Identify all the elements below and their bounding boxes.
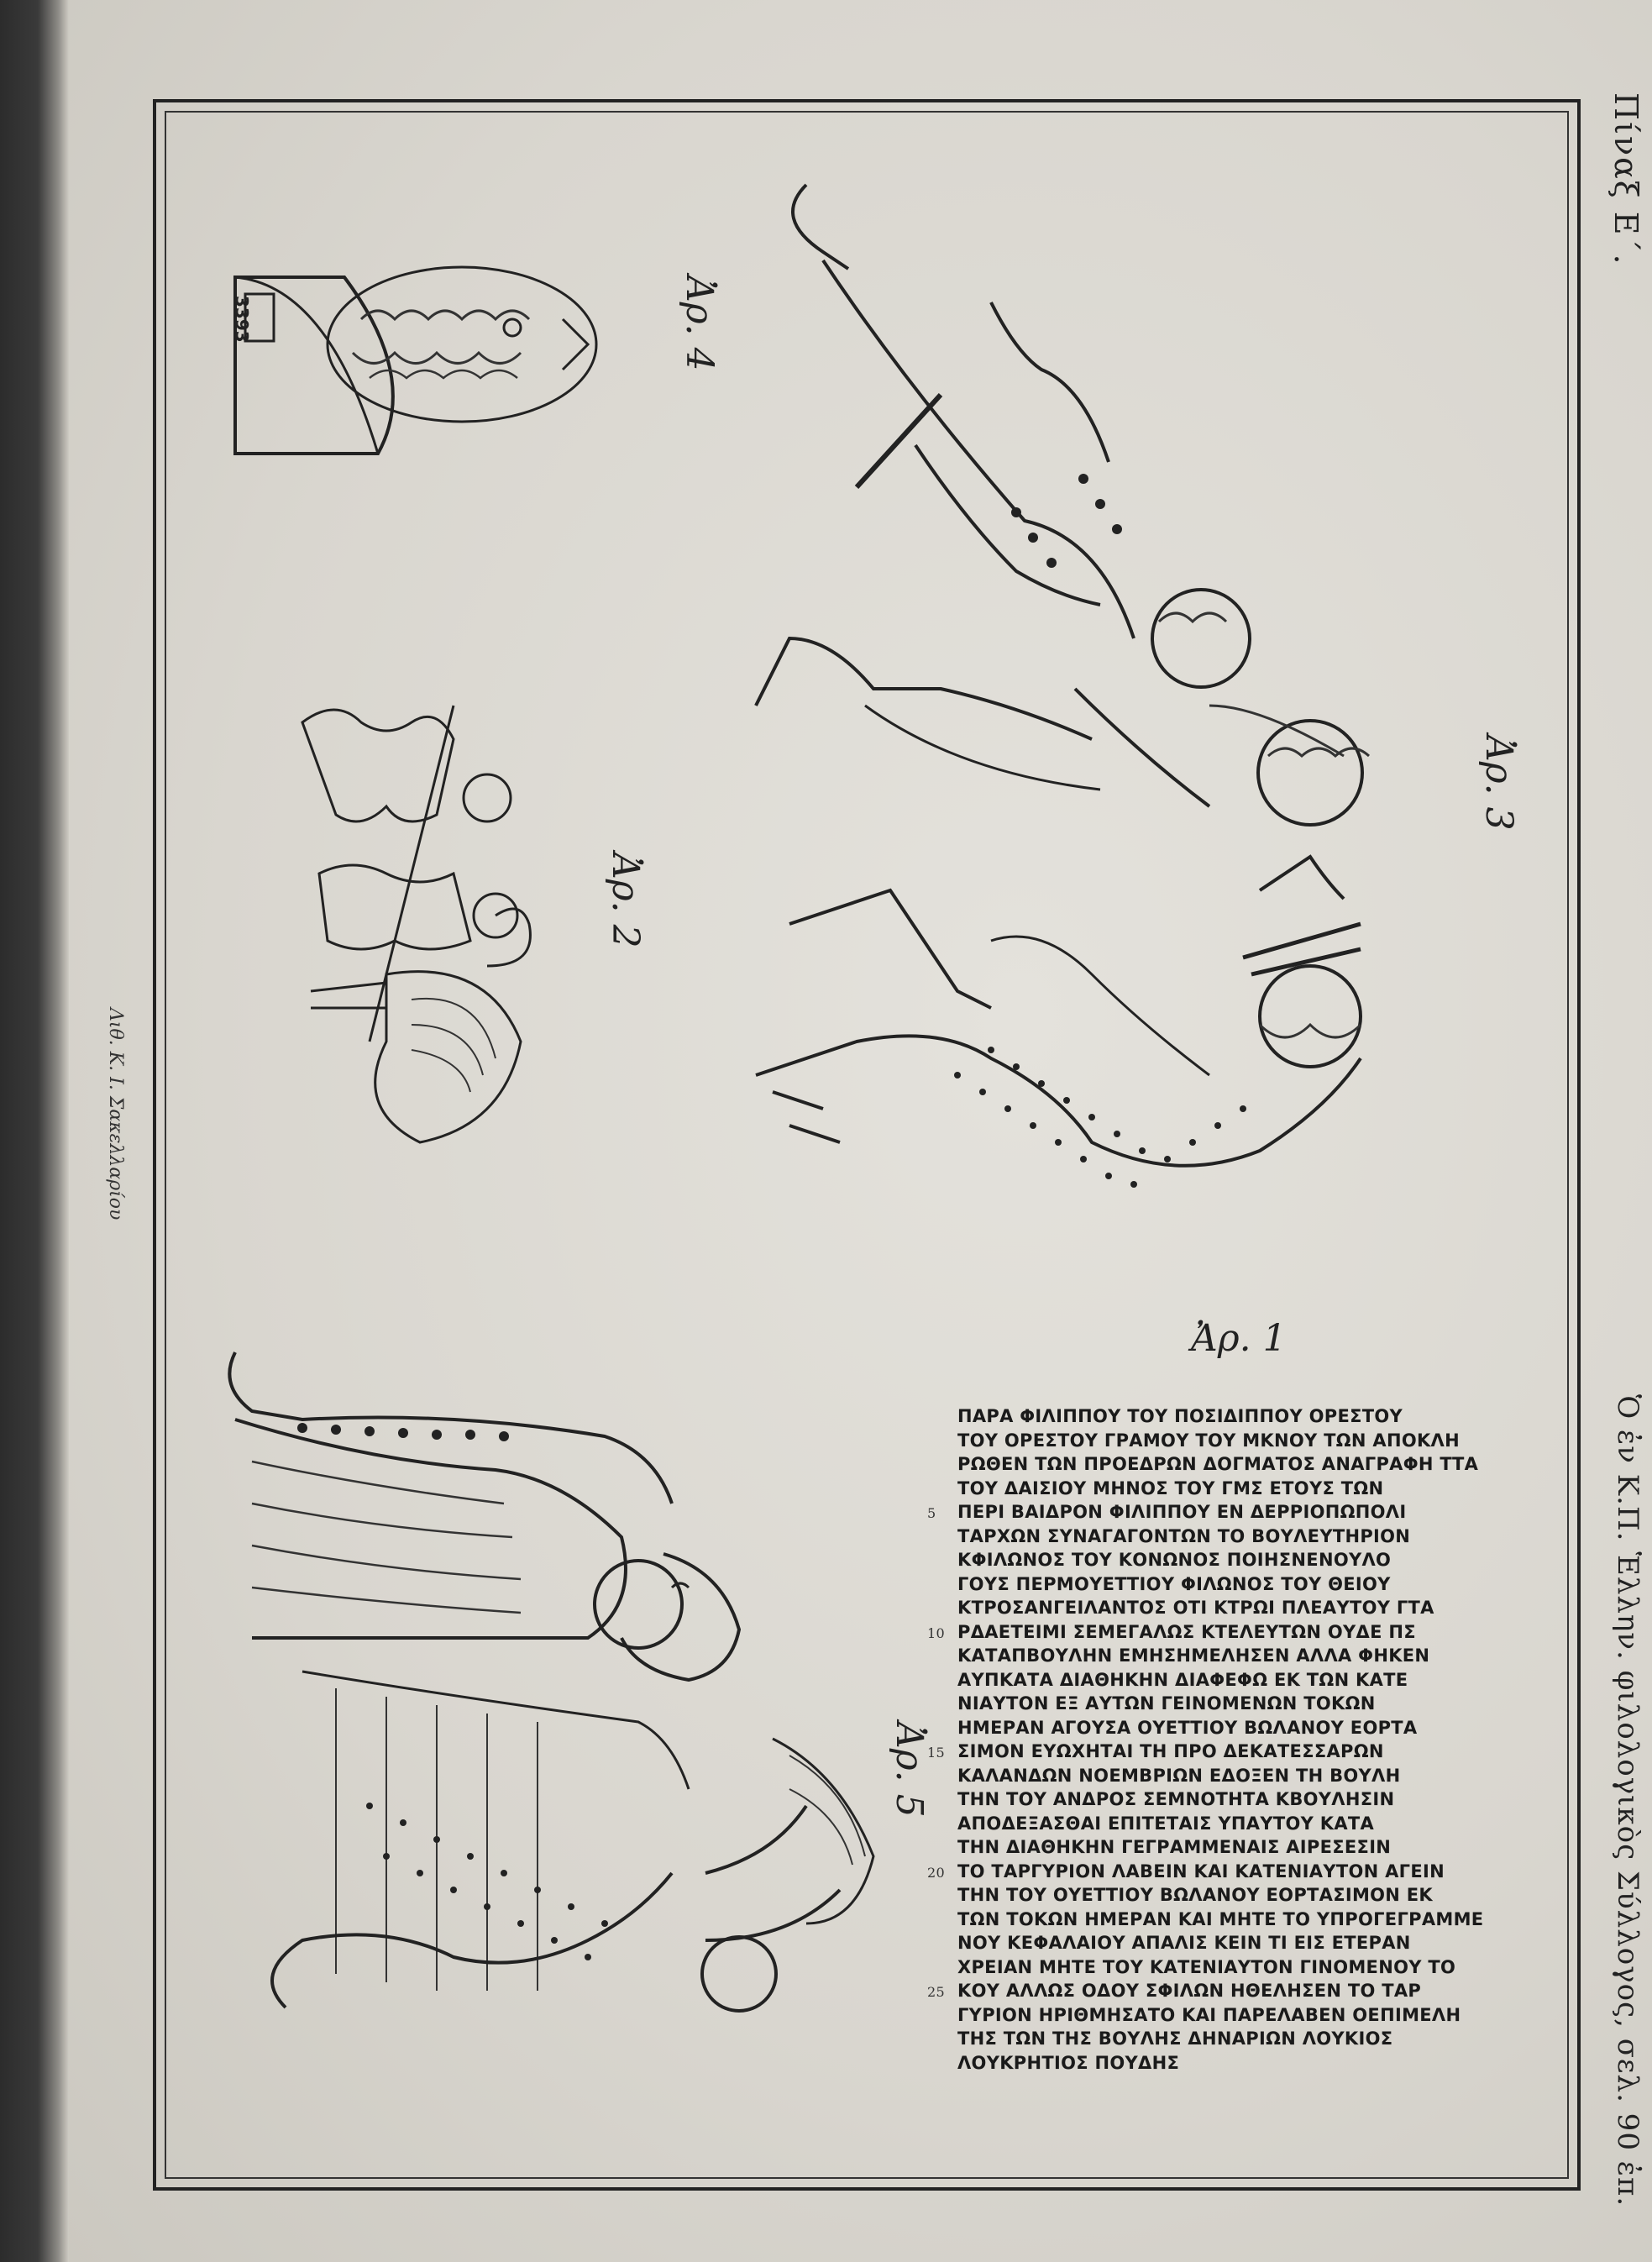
inscription-text-block xyxy=(927,1404,1562,2075)
fig-3-dancers-drawing xyxy=(739,168,1470,1243)
inscription-line xyxy=(927,1500,1562,1525)
inscription-line xyxy=(957,1452,1562,1477)
inscription-line xyxy=(957,2051,1562,2076)
inscription-line xyxy=(957,1644,1562,1668)
inscription-line-text: ΧΡΕΙΑΝ ΜΗΤΕ ΤΟΥ ΚΑΤΕΝΙΑΥΤΟΝ ΓΙΝΟΜΕΝΟΥ ΤΟ xyxy=(957,1956,1456,1977)
inscription-line-text: ΓΥΡΙΟΝ ΗΡΙΘΜΗΣΑΤΟ ΚΑΙ ΠΑΡΕΛΑΒΕΝ ΟΕΠΙΜΕΛΗ xyxy=(957,2004,1461,2025)
fig-4-bust-drawing xyxy=(210,244,647,512)
inscription-line-text: ΝΙΑΥΤΟΝ ΕΞ ΑΥΤΩΝ ΓΕΙΝΟΜΕΝΩΝ ΤΟΚΩΝ xyxy=(957,1693,1376,1714)
inscription-line xyxy=(957,1404,1562,1429)
inscription-line-text: ΤΗΝ ΤΟΥ ΟΥΕΤΤΙΟΥ ΒΩΛΑΝΟΥ ΕΟΡΤΑΣΙΜΟΝ ΕΚ xyxy=(957,1885,1434,1905)
inscription-line xyxy=(957,1596,1562,1620)
inscription-line-text: ΚΟΥ ΑΛΛΩΣ ΟΔΟΥ ΣΦΙΛΩΝ ΗΘΕΛΗΣΕΝ ΤΟ ΤΑΡ xyxy=(957,1981,1422,2001)
inscription-line-text: ΚΑΤΑΠΒΟΥΛΗΝ ΕΜΗΣΗΜΕΛΗΣΕΝ ΑΛΛΑ ΦΗΚΕΝ xyxy=(957,1645,1430,1666)
plate-title: Πίναξ Ε΄. xyxy=(1607,92,1644,266)
inscription-line xyxy=(957,1548,1562,1572)
inscription-line xyxy=(957,1716,1562,1740)
inscription-line-text: ΚΑΛΑΝΔΩΝ ΝΟΕΜΒΡΙΩΝ ΕΔΟΞΕΝ ΤΗ ΒΟΥΛΗ xyxy=(957,1765,1401,1786)
inscription-line xyxy=(957,1668,1562,1693)
inscription-line-text: ΤΑΡΧΩΝ ΣΥΝΑΓΑΓΟΝΤΩΝ ΤΟ ΒΟΥΛΕΥΤΗΡΙΟΝ xyxy=(957,1525,1411,1546)
inscription-line xyxy=(927,1740,1562,1764)
figure-4-label: Ἀρ. 4 xyxy=(678,276,721,371)
inscription-line-text: ΤΗΝ ΔΙΑΘΗΚΗΝ ΓΕΓΡΑΜΜΕΝΑΙΣ ΑΙΡΕΣΕΣΙΝ xyxy=(957,1837,1392,1857)
figure-5-label: Ἀρ. 5 xyxy=(888,1722,931,1818)
inscription-line xyxy=(957,1812,1562,1836)
inscription-line-text: ΡΩΘΕΝ ΤΩΝ ΠΡΟΕΔΡΩΝ ΔΟΓΜΑΤΟΣ ΑΝΑΓΡΑΦΗ ΤΤΑ xyxy=(957,1454,1479,1474)
inscription-line-text: ΑΥΠΚΑΤΑ ΔΙΑΘΗΚΗΝ ΔΙΑΦΕΦΩ ΕΚ ΤΩΝ ΚΑΤΕ xyxy=(957,1669,1408,1690)
inscription-line-text: ΛΟΥΚΡΗΤΙΟΣ ΠΟΥΔΗΣ xyxy=(957,2052,1180,2073)
bust-tag: 3393 xyxy=(232,296,252,343)
inscription-line xyxy=(957,2027,1562,2051)
figure-1-label: Ἀρ. 1 xyxy=(1191,1317,1287,1360)
inscription-line xyxy=(957,1908,1562,1932)
inscription-line xyxy=(957,1477,1562,1501)
inscription-line-text: ΓΟΥΣ ΠΕΡΜΟΥΕΤΤΙΟΥ ΦΙΛΩΝΟΣ ΤΟΥ ΘΕΙΟΥ xyxy=(957,1573,1391,1594)
journal-caption: Ὁ ἐν Κ.Π. Ἑλλην. φιλολογικὸς Σύλλογος, σελ. 90 ἐπ. xyxy=(1611,1394,1644,2207)
inscription-line-text: ΚΤΡΟΣΑΝΓΕΙΛΑΝΤΟΣ ΟΤΙ ΚΤΡΩΙ ΠΛΕΑΥΤΟΥ ΓΤΑ xyxy=(957,1598,1434,1618)
inscription-line-text: ΤΟΥ ΔΑΙΣΙΟΥ ΜΗΝΟΣ ΤΟΥ ΓΜΣ ΕΤΟΥΣ ΤΩΝ xyxy=(957,1477,1384,1498)
inscription-line-text: ΡΔΑΕΤΕΙΜΙ ΣΕΜΕΓΑΛΩΣ ΚΤΕΛΕΥΤΩΝ ΟΥΔΕ ΠΣ xyxy=(957,1621,1416,1642)
inscription-line-number: 20 xyxy=(927,1864,945,1881)
inscription-line-text: ΤΟ ΤΑΡΓΥΡΙΟΝ ΛΑΒΕΙΝ ΚΑΙ ΚΑΤΕΝΙΑΥΤΟΝ ΑΓΕΙΝ xyxy=(957,1861,1445,1882)
inscription-line xyxy=(957,1787,1562,1812)
inscription-line xyxy=(957,1835,1562,1860)
inscription-line-text: ΗΜΕΡΑΝ ΑΓΟΥΣΑ ΟΥΕΤΤΙΟΥ ΒΩΛΑΝΟΥ ΕΟΡΤΑ xyxy=(957,1717,1418,1738)
figure-3-label: Ἀρ. 3 xyxy=(1477,735,1520,831)
inscription-line xyxy=(957,1931,1562,1955)
inscription-line-text: ΑΠΟΔΕΞΑΣΘΑΙ ΕΠΙΤΕΤΑΙΣ ΥΠΑΥΤΟΥ ΚΑΤΑ xyxy=(957,1813,1375,1834)
inscription-line xyxy=(927,1620,1562,1645)
inscription-line xyxy=(957,1764,1562,1788)
inscription-line-text: ΤΗΝ ΤΟΥ ΑΝΔΡΟΣ ΣΕΜΝΟΤΗΤΑ ΚΒΟΥΛΗΣΙΝ xyxy=(957,1789,1395,1809)
book-binding-edge xyxy=(0,0,69,2262)
inscription-line-text: ΠΕΡΙ ΒΑΙΔΡΟΝ ΦΙΛΙΠΠΟΥ ΕΝ ΔΕΡΡΙΟΠΩΠΟΛΙ xyxy=(957,1502,1407,1522)
inscription-line xyxy=(957,2003,1562,2028)
inscription-line xyxy=(957,1692,1562,1716)
printer-credit: Λιθ. Κ. Ι. Σακελλαρίου xyxy=(105,1008,126,1220)
inscription-line xyxy=(957,1955,1562,1980)
inscription-line-text: ΝΟΥ ΚΕΦΑΛΑΙΟΥ ΑΠΑΛΙΣ ΚΕΙΝ ΤΙ ΕΙΣ ΕΤΕΡΑΝ xyxy=(957,1933,1411,1953)
figure-2-label: Ἀρ. 2 xyxy=(604,853,647,948)
inscription-line-text: ΠΑΡΑ ΦΙΛΙΠΠΟΥ ΤΟΥ ΠΟΣΙΔΙΠΠΟΥ ΟΡΕΣΤΟΥ xyxy=(957,1406,1403,1426)
inscription-line-number: 25 xyxy=(927,1984,945,2000)
inscription-line-number: 5 xyxy=(927,1505,936,1521)
inscription-line xyxy=(957,1883,1562,1908)
inscription-line xyxy=(957,1572,1562,1597)
fig-5-drawing xyxy=(202,1336,941,2075)
inscription-line xyxy=(927,1979,1562,2003)
inscription-line xyxy=(957,1525,1562,1549)
fig-2-drawing xyxy=(286,689,554,1168)
inscription-line-number: 10 xyxy=(927,1624,945,1641)
inscription-line-text: ΤΟΥ ΟΡΕΣΤΟΥ ΓΡΑΜΟΥ ΤΟΥ ΜΚΝΟΥ ΤΩΝ ΑΠΟΚΛΗ xyxy=(957,1430,1460,1451)
inscription-line-text: ΣΙΜΟΝ ΕΥΩΧΗΤΑΙ ΤΗ ΠΡΟ ΔΕΚΑΤΕΣΣΑΡΩΝ xyxy=(957,1741,1384,1761)
inscription-line xyxy=(927,1860,1562,1884)
inscription-line-text: ΚΦΙΛΩΝΟΣ ΤΟΥ ΚΟΝΩΝΟΣ ΠΟΙΗΣΝΕΝΟΥΛΟ xyxy=(957,1550,1392,1570)
inscription-line-number: 15 xyxy=(927,1745,945,1761)
inscription-line-text: ΤΗΣ ΤΩΝ ΤΗΣ ΒΟΥΛΗΣ ΔΗΝΑΡΙΩΝ ΛΟΥΚΙΟΣ xyxy=(957,2028,1393,2049)
inscription-line xyxy=(957,1429,1562,1453)
inscription-line-text: ΤΩΝ ΤΟΚΩΝ ΗΜΕΡΑΝ ΚΑΙ ΜΗΤΕ ΤΟ ΥΠΡΟΓΕΓΡΑΜΜΕ xyxy=(957,1908,1484,1929)
